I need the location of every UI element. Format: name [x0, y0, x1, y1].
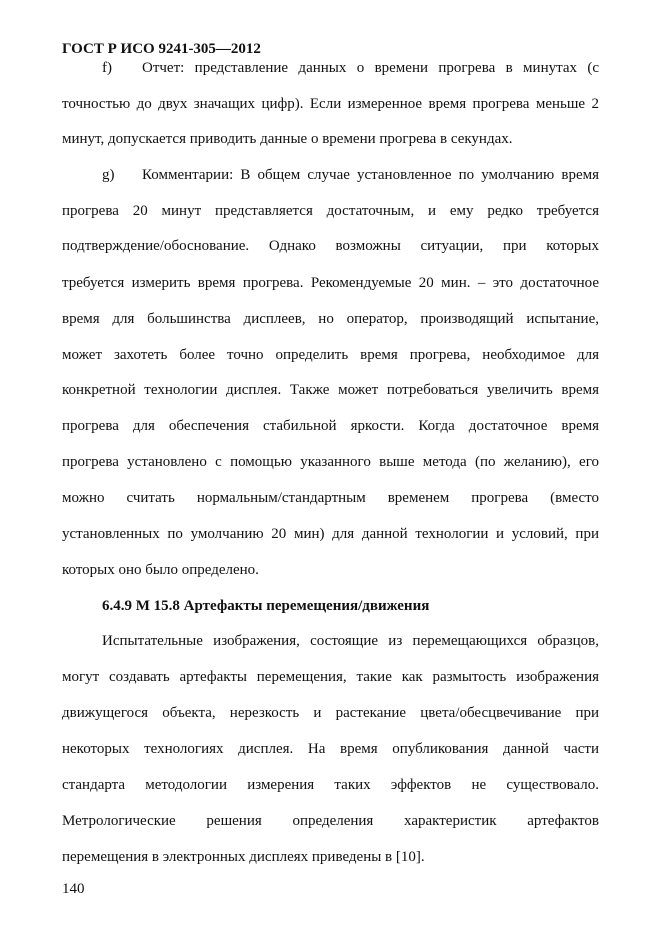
item-g-line: установленных по умолчанию 20 мин) для данной технологии и условий, при: [62, 526, 599, 542]
item-g-line: которых оно было определено.: [62, 562, 259, 578]
item-g-label: g): [102, 167, 115, 183]
item-g-line: прогрева 20 минут представляется достаточным, и ему редко требуется: [62, 203, 599, 219]
item-g-line: Комментарии: В общем случае установленное по умолчанию время: [142, 167, 599, 183]
document-header: ГОСТ Р ИСО 9241-305—2012: [62, 41, 261, 57]
item-f-line: минут, допускается приводить данные о времени прогрева в секундах.: [62, 131, 513, 147]
section-line: стандарта методологии измерения таких эффектов не существовало.: [62, 777, 599, 793]
item-f-line: Отчет: представление данных о времени прогрева в минутах (с: [142, 60, 599, 76]
page-number: 140: [62, 881, 85, 897]
item-g-line: прогрева для обеспечения стабильной яркости. Когда достаточное время: [62, 418, 599, 434]
item-g-line: время для большинства дисплеев, но оператор, производящий испытание,: [62, 311, 599, 327]
section-line: движущегося объекта, нерезкость и растекание цвета/обесцвечивание при: [62, 705, 599, 721]
item-g-line: подтверждение/обоснование. Однако возможны ситуации, при которых: [62, 238, 599, 254]
section-heading: 6.4.9 М 15.8 Артефакты перемещения/движения: [102, 598, 430, 614]
item-f-label: f): [102, 60, 112, 76]
item-g-line: требуется измерить время прогрева. Рекомендуемые 20 мин. – это достаточное: [62, 275, 599, 291]
section-line: Метрологические решения определения характеристик артефактов: [62, 813, 599, 829]
item-g-line: прогрева установлено с помощью указанного выше метода (по желанию), его: [62, 454, 599, 470]
section-line: могут создавать артефакты перемещения, такие как размытость изображения: [62, 669, 599, 685]
item-f-line: точностью до двух значащих цифр). Если измеренное время прогрева меньше 2: [62, 96, 599, 112]
item-g-line: можно считать нормальным/стандартным временем прогрева (вместо: [62, 490, 599, 506]
item-g-line: конкретной технологии дисплея. Также может потребоваться увеличить время: [62, 382, 599, 398]
section-line: перемещения в электронных дисплеях приведены в [10].: [62, 849, 425, 865]
section-line: Испытательные изображения, состоящие из перемещающихся образцов,: [102, 633, 599, 649]
section-line: некоторых технологиях дисплея. На время опубликования данной части: [62, 741, 599, 757]
item-g-line: может захотеть более точно определить время прогрева, необходимое для: [62, 347, 599, 363]
